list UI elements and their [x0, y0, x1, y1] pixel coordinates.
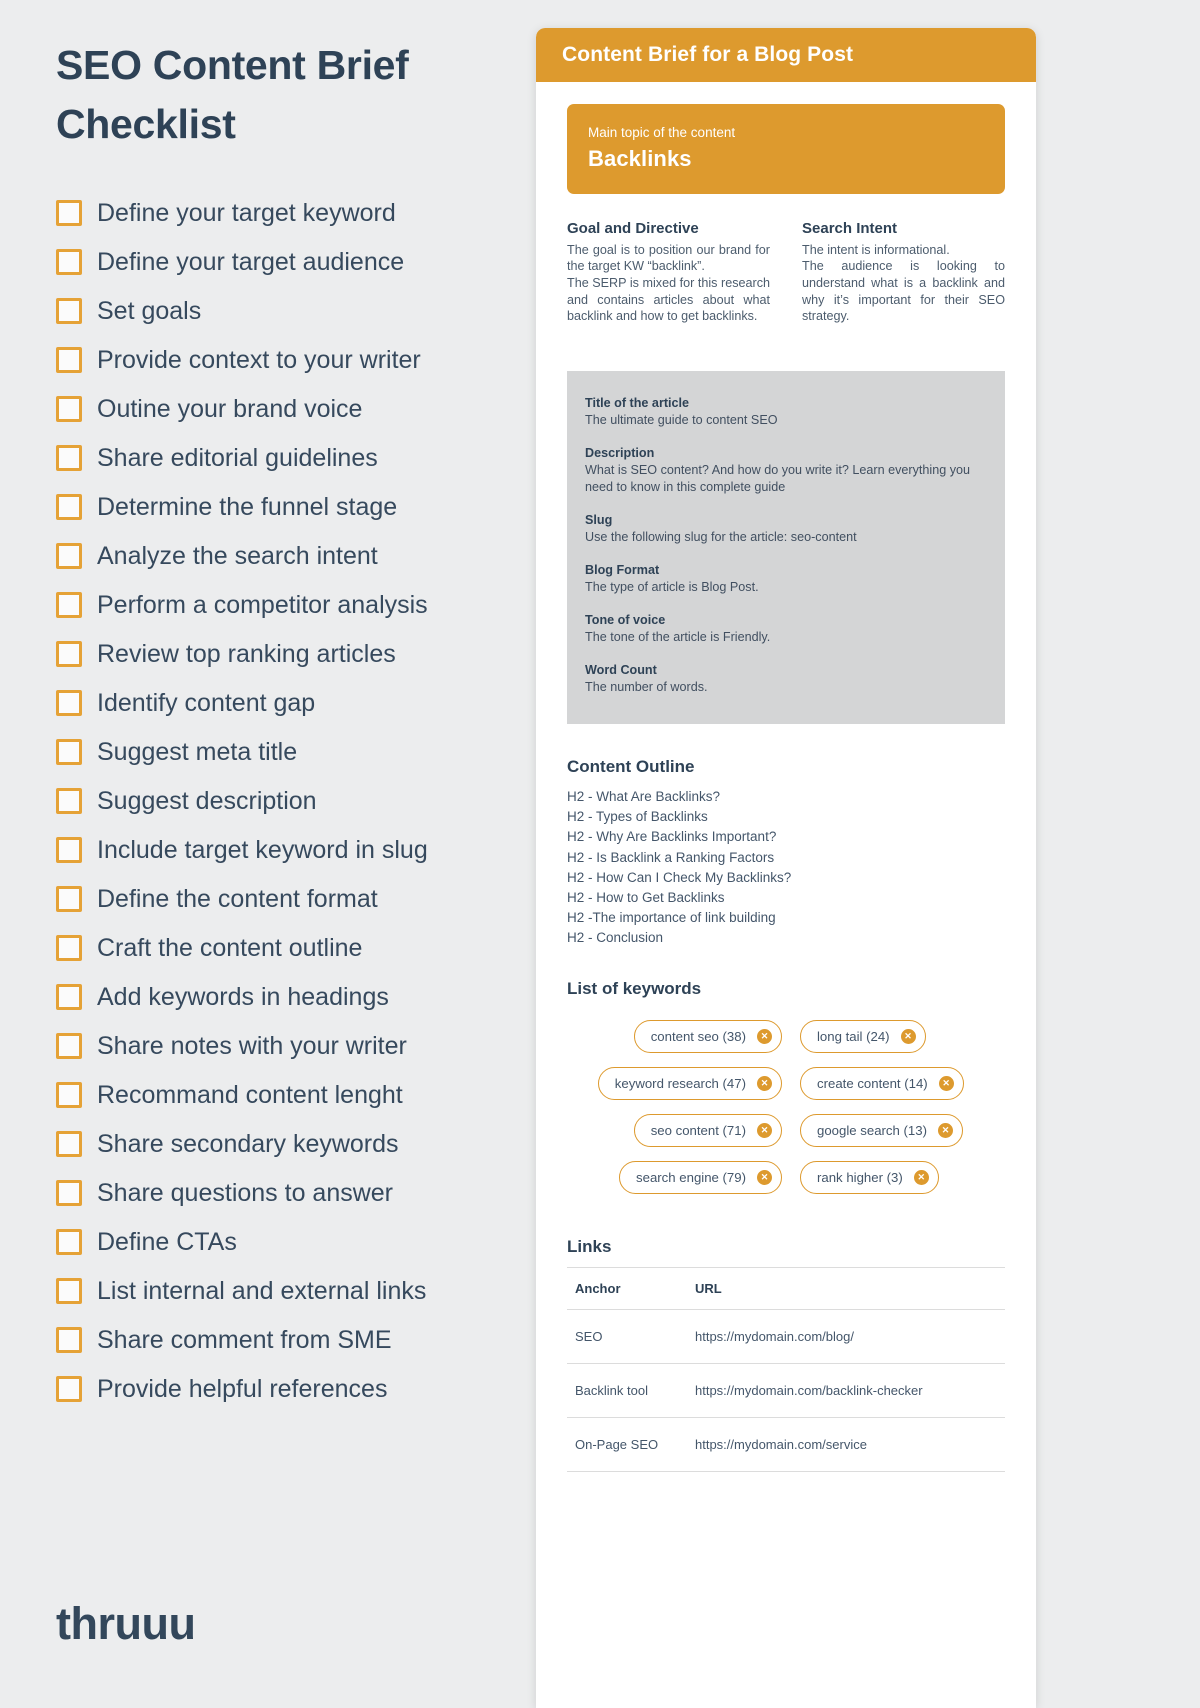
checklist-item-label: Define the content format: [97, 884, 378, 913]
article-detail-value: What is SEO content? And how do you write it? Learn everything you need to know in this complete guide: [585, 463, 971, 495]
paragraph: The goal is to position our brand for the target KW “backlink”.: [567, 242, 770, 274]
remove-keyword-icon[interactable]: ✕: [901, 1029, 916, 1044]
checklist-item[interactable]: [56, 1267, 515, 1316]
paragraph: The intent is informational.: [802, 242, 950, 257]
content-brief-panel: [536, 28, 1036, 1708]
link-anchor-cell: SEO: [567, 1310, 687, 1364]
checklist-item[interactable]: [56, 1365, 515, 1414]
keyword-chip-label: search engine (79): [636, 1170, 746, 1186]
remove-keyword-icon[interactable]: ✕: [938, 1123, 953, 1138]
content-outline-item: H2 - Is Backlink a Ranking Factors: [567, 849, 775, 865]
article-detail-row: [585, 512, 987, 546]
brand-logo: thruuu: [56, 1598, 196, 1649]
goal-section: [567, 220, 770, 326]
links-table-row: [567, 1364, 1005, 1418]
paragraph: The audience is looking to understand what is a backlink and why it’s important for their SEO strategy.: [802, 259, 1005, 324]
checklist-item-label: Review top ranking articles: [97, 639, 396, 668]
checkbox-icon[interactable]: [56, 1082, 82, 1108]
keyword-chip-cell: [567, 1107, 786, 1154]
article-detail-label: Description: [585, 446, 655, 461]
checklist-item[interactable]: [56, 532, 515, 581]
main-topic-card[interactable]: [567, 104, 1005, 194]
checklist-item[interactable]: [56, 581, 515, 630]
checklist-item[interactable]: [56, 630, 515, 679]
keyword-chip[interactable]: [634, 1020, 782, 1053]
keyword-chip-cell: [786, 1107, 1005, 1154]
keyword-chip-grid: [567, 1013, 1005, 1201]
checklist-item[interactable]: [56, 1169, 515, 1218]
checklist-item[interactable]: [56, 679, 515, 728]
panel-header: [536, 28, 1036, 82]
checkbox-icon[interactable]: [56, 249, 82, 275]
keywords-section: [567, 979, 1005, 1201]
keyword-chip[interactable]: [800, 1020, 926, 1053]
checklist-item-label: Include target keyword in slug: [97, 835, 428, 864]
keyword-chip-cell: [786, 1013, 1005, 1060]
keyword-chip[interactable]: [800, 1067, 964, 1100]
remove-keyword-icon[interactable]: ✕: [757, 1076, 772, 1091]
checklist-item[interactable]: [56, 434, 515, 483]
keyword-chip-label: keyword research (47): [614, 1076, 746, 1092]
checkbox-icon[interactable]: [56, 396, 82, 422]
checklist-item[interactable]: [56, 924, 515, 973]
article-detail-label: Tone of voice: [585, 613, 666, 628]
checklist-item[interactable]: [56, 385, 515, 434]
content-outline-item: H2 - What Are Backlinks?: [567, 789, 721, 805]
checklist-item[interactable]: [56, 1022, 515, 1071]
checkbox-icon[interactable]: [56, 1131, 82, 1157]
article-detail-value: The tone of the article is Friendly.: [585, 630, 771, 645]
checkbox-icon[interactable]: [56, 1033, 82, 1059]
remove-keyword-icon[interactable]: ✕: [914, 1170, 929, 1185]
link-url-cell[interactable]: https://mydomain.com/service: [687, 1418, 1005, 1472]
article-detail-row: [585, 562, 987, 596]
content-outline-section: [567, 757, 1005, 948]
checklist-item[interactable]: [56, 1120, 515, 1169]
remove-keyword-icon[interactable]: ✕: [757, 1029, 772, 1044]
search-intent-body: [802, 242, 1005, 326]
checklist-item-label: Share editorial guidelines: [97, 443, 378, 472]
links-table-row: [567, 1310, 1005, 1364]
checklist-item-label: List internal and external links: [97, 1276, 427, 1305]
checklist-item-label: Define CTAs: [97, 1227, 237, 1256]
checklist-item-label: Define your target audience: [97, 247, 405, 276]
checkbox-icon[interactable]: [56, 494, 82, 520]
checklist-column: [0, 0, 535, 1708]
checklist-item-label: Add keywords in headings: [97, 982, 389, 1011]
remove-keyword-icon[interactable]: ✕: [757, 1170, 772, 1185]
links-heading: Links: [567, 1237, 612, 1257]
links-section: [567, 1237, 1005, 1472]
keyword-chip[interactable]: [634, 1114, 782, 1147]
checkbox-icon[interactable]: [56, 1180, 82, 1206]
checklist-item-label: Share secondary keywords: [97, 1129, 399, 1158]
content-outline-item: H2 - Types of Backlinks: [567, 809, 708, 825]
keyword-chip-label: content seo (38): [650, 1029, 746, 1045]
keyword-chip[interactable]: [800, 1161, 939, 1194]
remove-keyword-icon[interactable]: ✕: [939, 1076, 954, 1091]
content-outline-item: H2 - Conclusion: [567, 929, 664, 945]
checklist-item[interactable]: [56, 1218, 515, 1267]
keyword-chip-cell: [567, 1060, 786, 1107]
checklist-item-label: Set goals: [97, 296, 202, 325]
content-outline-item: H2 - How Can I Check My Backlinks?: [567, 869, 792, 885]
checklist-item[interactable]: [56, 875, 515, 924]
panel-header-title: Content Brief for a Blog Post: [562, 43, 854, 66]
checkbox-icon[interactable]: [56, 1327, 82, 1353]
checkbox-icon[interactable]: [56, 935, 82, 961]
article-detail-label: Title of the article: [585, 396, 690, 411]
link-anchor-cell: On-Page SEO: [567, 1418, 687, 1472]
checkbox-icon[interactable]: [56, 984, 82, 1010]
article-detail-value: The type of article is Blog Post.: [585, 580, 759, 595]
checkbox-icon[interactable]: [56, 837, 82, 863]
links-table-row: [567, 1418, 1005, 1472]
link-anchor-cell: Backlink tool: [567, 1364, 687, 1418]
checklist-item[interactable]: [56, 287, 515, 336]
keyword-chip-label: google search (13): [817, 1123, 927, 1139]
checklist-item-label: Outine your brand voice: [97, 394, 363, 423]
checkbox-icon[interactable]: [56, 788, 82, 814]
checklist-item[interactable]: [56, 777, 515, 826]
checklist-item[interactable]: [56, 826, 515, 875]
keyword-chip-cell: [786, 1154, 1005, 1201]
paragraph: The SERP is mixed for this research and contains articles about what backlink and how to get backlinks.: [567, 276, 770, 324]
search-intent-heading: Search Intent: [802, 219, 898, 237]
keyword-chip[interactable]: [800, 1114, 963, 1147]
checklist-item[interactable]: [56, 483, 515, 532]
keyword-chip-cell: [567, 1154, 786, 1201]
keyword-chip-label: long tail (24): [817, 1029, 890, 1045]
checkbox-icon[interactable]: [56, 543, 82, 569]
article-detail-row: [585, 612, 987, 646]
checklist-item[interactable]: [56, 1316, 515, 1365]
checklist: [56, 189, 515, 1414]
link-url-cell[interactable]: https://mydomain.com/backlink-checker: [687, 1364, 1005, 1418]
article-detail-value: The number of words.: [585, 680, 708, 695]
article-details-box: [567, 371, 1005, 724]
checklist-item-label: Recommand content lenght: [97, 1080, 403, 1109]
checklist-item-label: Identify content gap: [97, 688, 316, 717]
content-outline-heading: Content Outline: [567, 757, 695, 777]
checkbox-icon[interactable]: [56, 690, 82, 716]
checklist-item-label: Analyze the search intent: [97, 541, 378, 570]
main-topic-value: Backlinks: [588, 145, 692, 171]
checklist-item-label: Craft the content outline: [97, 933, 363, 962]
checkbox-icon[interactable]: [56, 298, 82, 324]
page-title: SEO Content Brief Checklist: [56, 42, 409, 148]
keyword-chip-cell: [786, 1060, 1005, 1107]
checklist-item-label: Share notes with your writer: [97, 1031, 407, 1060]
checklist-item-label: Define your target keyword: [97, 198, 396, 227]
content-outline-item: H2 - How to Get Backlinks: [567, 889, 725, 905]
checklist-item-label: Share questions to answer: [97, 1178, 394, 1207]
article-detail-label: Slug: [585, 513, 613, 528]
links-column-header: URL: [687, 1268, 1005, 1310]
main-topic-label: Main topic of the content: [588, 125, 736, 140]
links-column-header: Anchor: [567, 1268, 687, 1310]
goal-heading: Goal and Directive: [567, 219, 699, 237]
checklist-item-label: Share comment from SME: [97, 1325, 392, 1354]
keyword-chip-label: rank higher (3): [817, 1170, 903, 1186]
checklist-item[interactable]: [56, 336, 515, 385]
content-outline-item: H2 -The importance of link building: [567, 909, 776, 925]
link-url-cell[interactable]: https://mydomain.com/blog/: [687, 1310, 1005, 1364]
checkbox-icon[interactable]: [56, 641, 82, 667]
checkbox-icon[interactable]: [56, 445, 82, 471]
keyword-chip[interactable]: [598, 1067, 782, 1100]
content-outline-list: [567, 787, 1005, 948]
keywords-heading: List of keywords: [567, 979, 702, 999]
article-detail-row: [585, 395, 987, 429]
goal-intent-row: [567, 220, 1005, 326]
keyword-chip-cell: [567, 1013, 786, 1060]
checklist-item-label: Suggest description: [97, 786, 317, 815]
links-table: [567, 1267, 1005, 1472]
checkbox-icon[interactable]: [56, 739, 82, 765]
checklist-item-label: Determine the funnel stage: [97, 492, 398, 521]
checklist-item[interactable]: [56, 728, 515, 777]
article-detail-value: Use the following slug for the article: seo-content: [585, 530, 857, 545]
checkbox-icon[interactable]: [56, 1278, 82, 1304]
checklist-item-label: Suggest meta title: [97, 737, 298, 766]
links-table-header-row: [567, 1268, 1005, 1310]
article-detail-label: Word Count: [585, 663, 657, 678]
checkbox-icon[interactable]: [56, 347, 82, 373]
checklist-item[interactable]: [56, 189, 515, 238]
checklist-item[interactable]: [56, 973, 515, 1022]
checkbox-icon[interactable]: [56, 886, 82, 912]
remove-keyword-icon[interactable]: ✕: [757, 1123, 772, 1138]
checkbox-icon[interactable]: [56, 200, 82, 226]
search-intent-section: [802, 220, 1005, 326]
links-table-body: [567, 1310, 1005, 1472]
checkbox-icon[interactable]: [56, 1376, 82, 1402]
keyword-chip[interactable]: [619, 1161, 782, 1194]
content-outline-item: H2 - Why Are Backlinks Important?: [567, 829, 777, 845]
article-detail-row: [585, 662, 987, 696]
article-detail-value: The ultimate guide to content SEO: [585, 413, 778, 428]
checkbox-icon[interactable]: [56, 592, 82, 618]
checklist-item-label: Provide context to your writer: [97, 345, 421, 374]
checkbox-icon[interactable]: [56, 1229, 82, 1255]
article-detail-label: Blog Format: [585, 563, 660, 578]
article-detail-row: [585, 445, 987, 496]
checklist-item-label: Provide helpful references: [97, 1374, 388, 1403]
checklist-item[interactable]: [56, 1071, 515, 1120]
keyword-chip-label: create content (14): [817, 1076, 928, 1092]
checklist-item-label: Perform a competitor analysis: [97, 590, 428, 619]
keyword-chip-label: seo content (71): [650, 1123, 746, 1139]
goal-body: [567, 242, 770, 326]
checklist-item[interactable]: [56, 238, 515, 287]
panel-body: [536, 104, 1036, 1472]
